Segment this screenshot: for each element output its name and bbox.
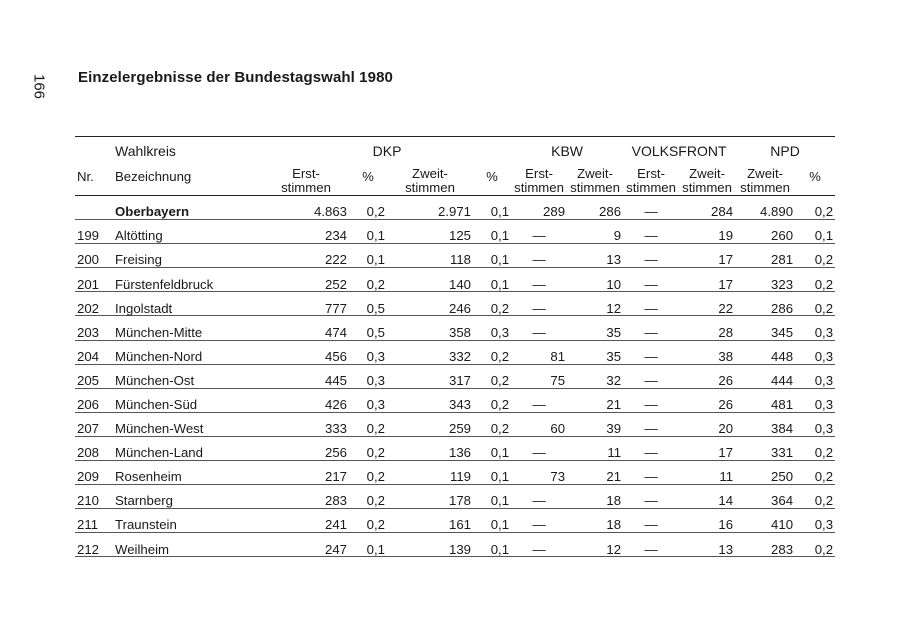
cell-dkp-erst-pct: 0,3 [349,364,387,388]
cell-name: Traunstein [113,509,263,533]
cell-dkp-erst: 4.863 [263,196,349,220]
cell-nr: 203 [75,316,113,340]
cell-name: Ingolstadt [113,292,263,316]
cell-kbw-erst: — [511,244,567,268]
table-row [75,292,835,316]
cell-kbw-erst: — [511,292,567,316]
table-row [75,485,835,509]
cell-npd-zweit: 444 [735,364,795,388]
cell-kbw-zweit: 10 [567,268,623,292]
cell-dkp-erst-pct: 0,2 [349,412,387,436]
summary-row [75,196,835,220]
cell-dkp-zweit-pct: 0,1 [473,485,511,509]
table-row [75,316,835,340]
cell-npd-pct: 0,3 [795,316,835,340]
cell-dkp-zweit-pct: 0,2 [473,364,511,388]
cell-dkp-erst: 222 [263,244,349,268]
cell-vf-erst: — [623,196,679,220]
cell-kbw-erst: — [511,268,567,292]
header-vf-erststimmen: Erst- stimmen [623,159,679,196]
cell-npd-pct: 0,3 [795,364,835,388]
cell-dkp-zweit: 139 [387,533,473,557]
cell-dkp-erst-pct: 0,2 [349,461,387,485]
cell-dkp-erst: 217 [263,461,349,485]
cell-dkp-erst: 283 [263,485,349,509]
cell-vf-zweit: 17 [679,268,735,292]
table-row [75,533,835,557]
cell-dkp-zweit: 259 [387,412,473,436]
header-vf-zweitstimmen: Zweit- stimmen [679,159,735,196]
cell-dkp-zweit-pct: 0,1 [473,196,511,220]
cell-nr: 206 [75,388,113,412]
cell-dkp-zweit: 119 [387,461,473,485]
cell-dkp-zweit: 178 [387,485,473,509]
results-table [75,136,835,557]
cell-kbw-erst: 289 [511,196,567,220]
header-wahlkreis: Wahlkreis [113,137,263,160]
cell-vf-erst: — [623,220,679,244]
cell-dkp-erst: 426 [263,388,349,412]
cell-nr: 199 [75,220,113,244]
cell-npd-pct: 0,3 [795,340,835,364]
cell-nr: 205 [75,364,113,388]
cell-kbw-zweit: 9 [567,220,623,244]
cell-vf-erst: — [623,509,679,533]
table-row [75,461,835,485]
cell-dkp-zweit-pct: 0,1 [473,244,511,268]
cell-dkp-zweit-pct: 0,1 [473,509,511,533]
cell-npd-pct: 0,2 [795,461,835,485]
header-npd-zweitstimmen: Zweit- stimmen [735,159,795,196]
cell-name: Rosenheim [113,461,263,485]
cell-name: München-West [113,412,263,436]
cell-vf-zweit: 20 [679,412,735,436]
cell-npd-pct: 0,2 [795,196,835,220]
cell-dkp-erst-pct: 0,2 [349,268,387,292]
cell-kbw-erst: — [511,436,567,460]
header-dkp-erst-pct: % [349,159,387,196]
cell-nr: 212 [75,533,113,557]
cell-npd-pct: 0,2 [795,485,835,509]
header-npd-pct: % [795,159,835,196]
cell-kbw-zweit: 32 [567,364,623,388]
cell-dkp-zweit-pct: 0,1 [473,533,511,557]
table-row [75,220,835,244]
cell-name: München-Mitte [113,316,263,340]
cell-dkp-zweit: 118 [387,244,473,268]
header-nr: Nr. [75,159,113,196]
cell-kbw-erst: 73 [511,461,567,485]
cell-dkp-zweit-pct: 0,1 [473,220,511,244]
cell-kbw-zweit: 12 [567,292,623,316]
cell-nr: 201 [75,268,113,292]
cell-npd-pct: 0,2 [795,244,835,268]
cell-kbw-zweit: 21 [567,461,623,485]
cell-npd-zweit: 260 [735,220,795,244]
cell-vf-erst: — [623,292,679,316]
cell-vf-erst: — [623,364,679,388]
cell-name: München-Süd [113,388,263,412]
cell-dkp-erst: 241 [263,509,349,533]
cell-dkp-erst-pct: 0,2 [349,196,387,220]
cell-npd-zweit: 281 [735,244,795,268]
cell-vf-zweit: 16 [679,509,735,533]
cell-npd-pct: 0,3 [795,388,835,412]
cell-npd-zweit: 286 [735,292,795,316]
table-row [75,340,835,364]
cell-dkp-erst-pct: 0,3 [349,388,387,412]
cell-nr: 200 [75,244,113,268]
cell-dkp-erst-pct: 0,2 [349,485,387,509]
cell-npd-zweit: 448 [735,340,795,364]
table-row [75,436,835,460]
header-kbw-zweitstimmen: Zweit- stimmen [567,159,623,196]
header-dkp-erststimmen: Erst- stimmen [263,159,349,196]
cell-vf-zweit: 28 [679,316,735,340]
cell-nr: 209 [75,461,113,485]
header-dkp: DKP [263,137,511,160]
cell-vf-zweit: 14 [679,485,735,509]
cell-vf-zweit: 17 [679,244,735,268]
cell-kbw-zweit: 35 [567,340,623,364]
cell-dkp-erst-pct: 0,1 [349,220,387,244]
cell-npd-pct: 0,2 [795,436,835,460]
group-header-row [75,137,835,160]
cell-npd-zweit: 323 [735,268,795,292]
cell-kbw-erst: — [511,485,567,509]
cell-kbw-zweit: 18 [567,485,623,509]
cell-name: München-Ost [113,364,263,388]
cell-dkp-erst: 252 [263,268,349,292]
cell-dkp-erst: 247 [263,533,349,557]
header-dkp-zweitstimmen: Zweit- stimmen [387,159,473,196]
header-volksfront: VOLKSFRONT [623,137,735,160]
cell-kbw-zweit: 18 [567,509,623,533]
cell-vf-zweit: 38 [679,340,735,364]
cell-dkp-erst-pct: 0,1 [349,533,387,557]
cell-kbw-erst: 60 [511,412,567,436]
cell-dkp-erst: 456 [263,340,349,364]
cell-vf-erst: — [623,533,679,557]
cell-dkp-erst-pct: 0,5 [349,316,387,340]
cell-npd-zweit: 4.890 [735,196,795,220]
cell-dkp-zweit: 125 [387,220,473,244]
cell-dkp-zweit: 332 [387,340,473,364]
cell-name: Freising [113,244,263,268]
cell-vf-erst: — [623,244,679,268]
cell-name: München-Land [113,436,263,460]
cell-dkp-zweit-pct: 0,2 [473,388,511,412]
cell-nr: 211 [75,509,113,533]
cell-dkp-zweit: 343 [387,388,473,412]
cell-nr: 204 [75,340,113,364]
cell-npd-pct: 0,2 [795,533,835,557]
cell-dkp-erst: 256 [263,436,349,460]
table-row [75,244,835,268]
cell-nr: 208 [75,436,113,460]
cell-dkp-erst-pct: 0,2 [349,509,387,533]
cell-kbw-zweit: 12 [567,533,623,557]
cell-dkp-erst-pct: 0,5 [349,292,387,316]
cell-dkp-erst-pct: 0,3 [349,340,387,364]
page-title: Einzelergebnisse der Bundestagswahl 1980 [78,69,393,86]
cell-vf-zweit: 11 [679,461,735,485]
cell-vf-erst: — [623,268,679,292]
cell-dkp-zweit: 317 [387,364,473,388]
cell-npd-pct: 0,1 [795,220,835,244]
table-row [75,388,835,412]
cell-dkp-zweit-pct: 0,1 [473,461,511,485]
cell-dkp-erst: 474 [263,316,349,340]
table-row [75,364,835,388]
table-row [75,268,835,292]
cell-vf-zweit: 26 [679,388,735,412]
cell-npd-pct: 0,3 [795,509,835,533]
cell-name: München-Nord [113,340,263,364]
cell-vf-erst: — [623,340,679,364]
cell-kbw-zweit: 286 [567,196,623,220]
cell-npd-zweit: 384 [735,412,795,436]
cell-kbw-erst: — [511,220,567,244]
cell-vf-zweit: 17 [679,436,735,460]
cell-dkp-erst-pct: 0,1 [349,244,387,268]
cell-dkp-zweit: 2.971 [387,196,473,220]
cell-dkp-zweit: 358 [387,316,473,340]
cell-dkp-erst: 445 [263,364,349,388]
cell-dkp-zweit-pct: 0,3 [473,316,511,340]
header-kbw: KBW [511,137,623,160]
cell-dkp-zweit: 161 [387,509,473,533]
cell-kbw-zweit: 13 [567,244,623,268]
cell-npd-zweit: 410 [735,509,795,533]
cell-npd-pct: 0,3 [795,412,835,436]
cell-kbw-erst: — [511,533,567,557]
cell-dkp-erst: 777 [263,292,349,316]
cell-vf-erst: — [623,436,679,460]
cell-dkp-zweit-pct: 0,2 [473,412,511,436]
cell-name: Fürstenfeldbruck [113,268,263,292]
cell-dkp-zweit: 140 [387,268,473,292]
table-row [75,509,835,533]
cell-dkp-erst-pct: 0,2 [349,436,387,460]
cell-dkp-erst: 234 [263,220,349,244]
cell-dkp-zweit-pct: 0,1 [473,436,511,460]
cell-dkp-zweit: 136 [387,436,473,460]
table-row [75,412,835,436]
cell-vf-zweit: 22 [679,292,735,316]
cell-dkp-zweit-pct: 0,2 [473,340,511,364]
cell-vf-erst: — [623,412,679,436]
cell-npd-zweit: 331 [735,436,795,460]
sub-header-row [75,159,835,196]
cell-name: Starnberg [113,485,263,509]
cell-npd-zweit: 250 [735,461,795,485]
cell-kbw-erst: — [511,388,567,412]
header-dkp-zweit-pct: % [473,159,511,196]
cell-kbw-erst: 75 [511,364,567,388]
cell-npd-pct: 0,2 [795,292,835,316]
cell-kbw-zweit: 21 [567,388,623,412]
cell-vf-erst: — [623,388,679,412]
header-kbw-erststimmen: Erst- stimmen [511,159,567,196]
cell-npd-zweit: 283 [735,533,795,557]
cell-nr: 210 [75,485,113,509]
cell-npd-zweit: 364 [735,485,795,509]
header-bezeichnung: Bezeichnung [113,159,263,196]
cell-vf-erst: — [623,461,679,485]
cell-vf-erst: — [623,485,679,509]
cell-name: Oberbayern [113,196,263,220]
cell-kbw-erst: — [511,509,567,533]
cell-vf-erst: — [623,316,679,340]
page-number: 166 [30,73,48,100]
cell-vf-zweit: 19 [679,220,735,244]
cell-kbw-zweit: 39 [567,412,623,436]
cell-kbw-erst: 81 [511,340,567,364]
cell-nr: 202 [75,292,113,316]
cell-kbw-zweit: 35 [567,316,623,340]
cell-dkp-zweit-pct: 0,1 [473,268,511,292]
cell-nr: 207 [75,412,113,436]
cell-kbw-zweit: 11 [567,436,623,460]
cell-npd-pct: 0,2 [795,268,835,292]
cell-name: Altötting [113,220,263,244]
cell-vf-zweit: 13 [679,533,735,557]
header-npd: NPD [735,137,835,160]
cell-dkp-erst: 333 [263,412,349,436]
cell-vf-zweit: 284 [679,196,735,220]
cell-name: Weilheim [113,533,263,557]
cell-vf-zweit: 26 [679,364,735,388]
cell-dkp-zweit: 246 [387,292,473,316]
cell-kbw-erst: — [511,316,567,340]
cell-npd-zweit: 345 [735,316,795,340]
cell-npd-zweit: 481 [735,388,795,412]
cell-dkp-zweit-pct: 0,2 [473,292,511,316]
